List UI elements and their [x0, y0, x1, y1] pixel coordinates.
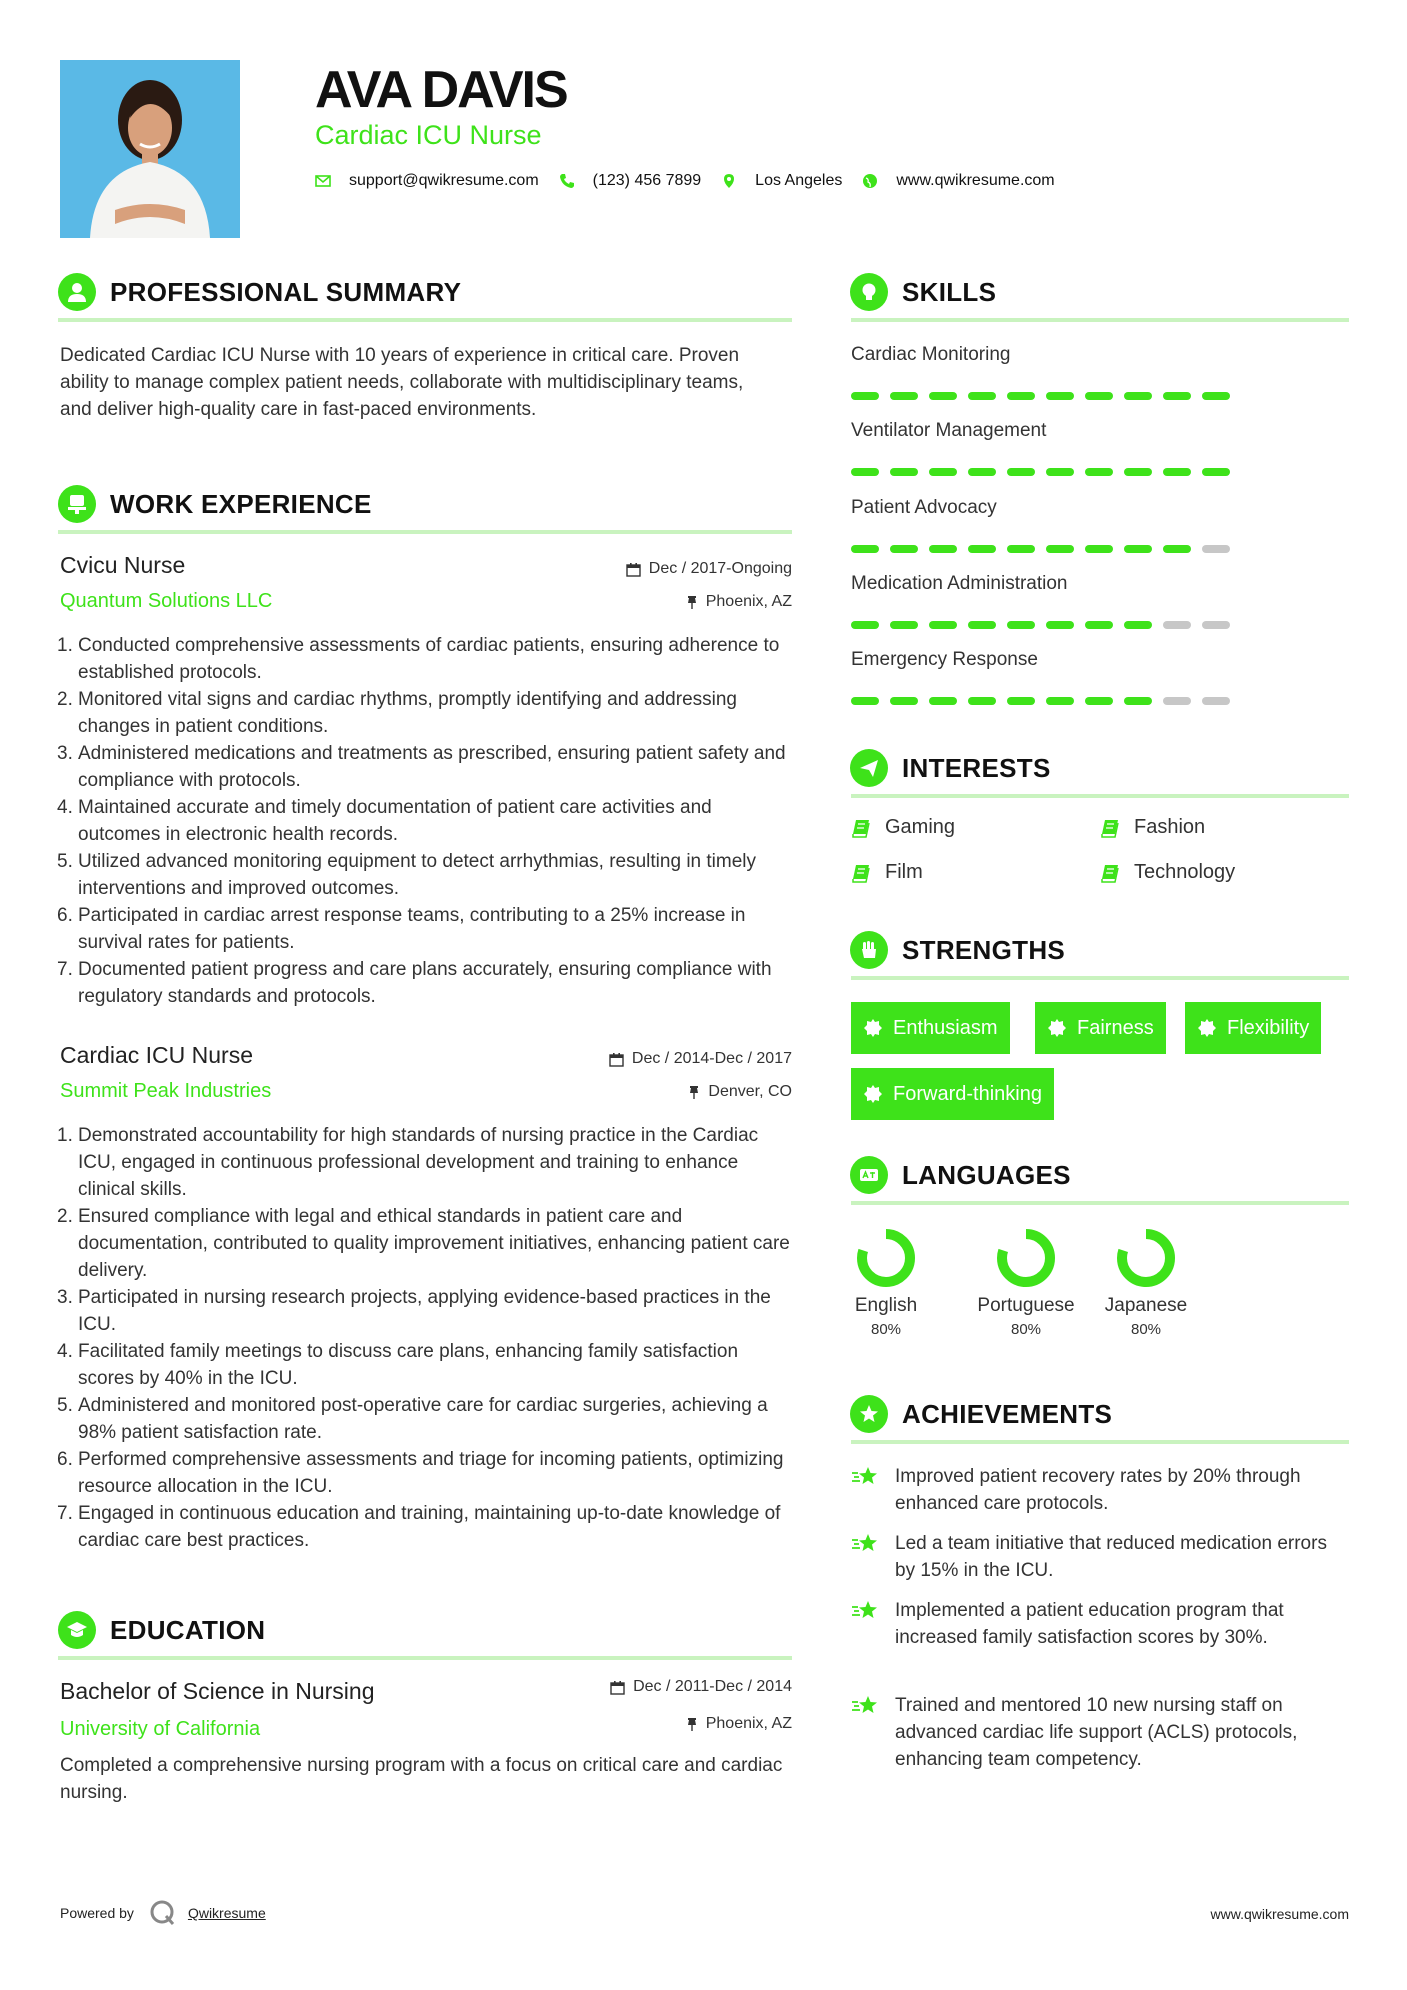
job-company: Quantum Solutions LLC: [60, 590, 273, 612]
job-title: Cardiac ICU Nurse: [60, 1042, 253, 1068]
education-divider: [58, 1656, 792, 1660]
job-date-text: Dec / 2017-Ongoing: [648, 560, 792, 577]
list-item: 2. Monitored vital signs and cardiac rhythms, promptly identifying and addressing changes in patient conditions.: [57, 689, 737, 737]
skill-dot: [1085, 697, 1113, 705]
language-name: English: [854, 1295, 918, 1316]
calendar-icon: [610, 1680, 625, 1695]
calendar-icon: [609, 1052, 624, 1067]
language-ring: [854, 1226, 918, 1290]
phone-icon: [559, 173, 575, 189]
language-ring: [1114, 1226, 1178, 1290]
calendar-icon: [626, 562, 641, 577]
school-name: University of California: [60, 1718, 261, 1740]
qwikresume-logo-icon: [148, 1898, 178, 1928]
language-name: Japanese: [1104, 1295, 1188, 1316]
interest-item: Technology: [1100, 861, 1235, 884]
badge-icon: [863, 1018, 883, 1038]
interests-divider: [851, 794, 1349, 798]
skill-dot: [968, 545, 996, 553]
work-divider: [58, 530, 792, 534]
book-icon: [1100, 818, 1120, 838]
job-location-text: Denver, CO: [708, 1083, 792, 1100]
star-icon: [851, 1694, 881, 1718]
job-location-text: Phoenix, AZ: [705, 593, 792, 610]
skill-dot: [1163, 468, 1191, 476]
skills-divider: [851, 318, 1349, 322]
skill-dot: [890, 621, 918, 629]
skill-dot: [1202, 545, 1230, 553]
pin-icon: [686, 1717, 698, 1732]
list-item: 1. Demonstrated accountability for high standards of nursing practice in the Cardiac ICU, engaged in continuous professional development and training to enhance clinical skills.: [57, 1125, 759, 1200]
skill-dot: [1163, 697, 1191, 705]
skill-dot: [1124, 621, 1152, 629]
list-item: 6. Performed comprehensive assessments and triage for incoming patients, optimizing resource allocation in the ICU.: [57, 1449, 784, 1497]
list-item: 5. Administered and monitored post-operative care for cardiac surgeries, achieving a 98% patient satisfaction rate.: [57, 1395, 768, 1443]
contact-location: Los Angeles: [755, 172, 843, 189]
job-date: [626, 560, 792, 578]
skill-dot: [1124, 392, 1152, 400]
education-section-header: [58, 1610, 265, 1650]
powered-by-label: Powered by: [60, 1905, 134, 1921]
briefcase-icon: [58, 485, 96, 523]
job-date-text: Dec / 2014-Dec / 2017: [631, 1050, 792, 1067]
strength-tag: Forward-thinking: [851, 1068, 1054, 1120]
skill-dot: [1007, 545, 1035, 553]
interests-title: INTERESTS: [902, 752, 1051, 783]
star-badge-icon: [850, 1395, 888, 1433]
book-icon: [851, 863, 871, 883]
strengths-title: STRENGTHS: [902, 934, 1066, 965]
skill-label: Emergency Response: [851, 649, 1038, 670]
skill-dot: [1046, 468, 1074, 476]
skill-dot: [1202, 621, 1230, 629]
skill-dot: [968, 392, 996, 400]
skill-dot: [890, 392, 918, 400]
footer-website[interactable]: www.qwikresume.com: [1210, 1906, 1349, 1922]
skill-label: Patient Advocacy: [851, 497, 997, 518]
book-icon: [1100, 863, 1120, 883]
summary-title: PROFESSIONAL SUMMARY: [110, 276, 462, 307]
languages-divider: [851, 1201, 1349, 1205]
work-title: WORK EXPERIENCE: [110, 488, 372, 519]
skill-dot: [1163, 621, 1191, 629]
language-item: [966, 1226, 1086, 1338]
contact-email[interactable]: support@qwikresume.com: [349, 172, 539, 189]
education-date-text: Dec / 2011-Dec / 2014: [633, 1678, 792, 1695]
skill-dot: [1046, 545, 1074, 553]
skill-dot: [851, 392, 879, 400]
skill-dot: [1007, 392, 1035, 400]
language-item: [846, 1226, 926, 1338]
skill-dot: [851, 468, 879, 476]
globe-icon: [862, 173, 878, 189]
work-section-header: [58, 484, 372, 524]
summary-section-header: [58, 272, 461, 312]
degree-title: Bachelor of Science in Nursing: [60, 1678, 375, 1704]
job-date: [609, 1050, 792, 1068]
skill-dot: [929, 697, 957, 705]
skill-label: Ventilator Management: [851, 420, 1047, 441]
skill-dot: [1124, 468, 1152, 476]
skill-dot: [1007, 468, 1035, 476]
language-item: [1096, 1226, 1196, 1338]
contact-phone[interactable]: (123) 456 7899: [592, 172, 702, 189]
skill-bar: [851, 545, 1241, 553]
skill-label: Cardiac Monitoring: [851, 344, 1011, 365]
skill-dot: [929, 621, 957, 629]
candidate-role: Cardiac ICU Nurse: [315, 120, 542, 150]
list-item: 7. Documented patient progress and care plans accurately, ensuring compliance with regulatory standards and protocols.: [57, 959, 772, 1007]
achievement-item: Trained and mentored 10 new nursing staff on advanced cardiac life support (ACLS) protocols, enhancing team competency.: [851, 1692, 1349, 1773]
skill-dot: [1124, 697, 1152, 705]
badge-icon: [863, 1084, 883, 1104]
job-bullets: [57, 1122, 795, 1554]
achievement-item: Led a team initiative that reduced medication errors by 15% in the ICU.: [851, 1530, 1349, 1584]
user-icon: [58, 273, 96, 311]
skill-dot: [1202, 697, 1230, 705]
achievements-divider: [851, 1440, 1349, 1444]
skill-bar: [851, 392, 1241, 400]
badge-icon: [1047, 1018, 1067, 1038]
strength-tag: Enthusiasm: [851, 1002, 1010, 1054]
skill-dot: [929, 468, 957, 476]
strengths-divider: [851, 976, 1349, 980]
language-ring: [994, 1226, 1058, 1290]
brand-link[interactable]: Qwikresume: [187, 1905, 266, 1921]
strength-tag: Fairness: [1035, 1002, 1166, 1054]
achievement-item: Improved patient recovery rates by 20% through enhanced care protocols.: [851, 1463, 1349, 1517]
education-title: EDUCATION: [110, 1614, 266, 1645]
achievements-section-header: [850, 1394, 1112, 1434]
strength-tag: Flexibility: [1185, 1002, 1321, 1054]
achievement-item: Implemented a patient education program that increased family satisfaction scores by 30%.: [851, 1597, 1349, 1651]
skill-dot: [851, 697, 879, 705]
list-item: 5. Utilized advanced monitoring equipment to detect arrhythmias, resulting in timely interventions and improved outcomes.: [57, 851, 756, 899]
skill-dot: [1202, 392, 1230, 400]
languages-title: LANGUAGES: [902, 1159, 1071, 1190]
list-item: 6. Participated in cardiac arrest response teams, contributing to a 25% increase in survival rates for patients.: [57, 905, 746, 953]
badge-icon: [1197, 1018, 1217, 1038]
achievements-title: ACHIEVEMENTS: [902, 1398, 1113, 1429]
skills-title: SKILLS: [902, 276, 997, 307]
lightbulb-icon: [850, 273, 888, 311]
pin-icon: [686, 595, 698, 610]
list-item: 3. Administered medications and treatments as prescribed, ensuring patient safety and compliance with protocols.: [57, 743, 786, 791]
contact-row: [315, 172, 1075, 190]
skill-dot: [890, 545, 918, 553]
job-location: [688, 1083, 792, 1101]
skill-dot: [1046, 621, 1074, 629]
skill-dot: [1007, 697, 1035, 705]
language-percent: 80%: [870, 1321, 902, 1338]
skill-dot: [890, 697, 918, 705]
skill-dot: [968, 621, 996, 629]
job-location: [686, 593, 792, 611]
contact-website[interactable]: www.qwikresume.com: [896, 172, 1055, 189]
skill-dot: [851, 545, 879, 553]
languages-section-header: [850, 1155, 1071, 1195]
candidate-name: AVA DAVIS: [315, 61, 567, 119]
language-icon: [850, 1156, 888, 1194]
education-location: [686, 1715, 792, 1733]
list-item: 1. Conducted comprehensive assessments of cardiac patients, ensuring adherence to established protocols.: [57, 635, 780, 683]
skills-section-header: [850, 272, 996, 312]
skill-dot: [1163, 545, 1191, 553]
skill-dot: [1085, 392, 1113, 400]
skill-dot: [968, 697, 996, 705]
skill-label: Medication Administration: [851, 573, 1068, 594]
strengths-section-header: [850, 930, 1065, 970]
summary-divider: [58, 318, 792, 322]
language-name: Portuguese: [977, 1295, 1075, 1316]
star-icon: [851, 1599, 881, 1623]
pin-icon: [688, 1085, 700, 1100]
skill-dot: [1163, 392, 1191, 400]
education-date: [610, 1678, 792, 1696]
paper-plane-icon: [850, 749, 888, 787]
email-icon: [315, 173, 331, 189]
footer-powered-by: [60, 1898, 266, 1928]
list-item: 4. Facilitated family meetings to discuss care plans, enhancing family satisfaction scores by 40% in the ICU.: [57, 1341, 739, 1389]
education-text: Completed a comprehensive nursing program with a focus on critical care and cardiac nursing.: [60, 1755, 783, 1803]
skill-dot: [1046, 392, 1074, 400]
fist-icon: [850, 931, 888, 969]
language-percent: 80%: [1010, 1321, 1042, 1338]
education-location-text: Phoenix, AZ: [705, 1715, 792, 1732]
list-item: 4. Maintained accurate and timely documentation of patient care activities and outcomes in electronic health records.: [57, 797, 712, 845]
skill-dot: [1007, 621, 1035, 629]
skill-dot: [1124, 545, 1152, 553]
interest-item: Film: [851, 861, 923, 884]
star-icon: [851, 1465, 881, 1489]
skill-dot: [968, 468, 996, 476]
job-company: Summit Peak Industries: [60, 1080, 272, 1102]
list-item: 7. Engaged in continuous education and training, maintaining up-to-date knowledge of cardiac care best practices.: [57, 1503, 781, 1551]
skill-dot: [929, 545, 957, 553]
skill-dot: [1046, 697, 1074, 705]
list-item: 2. Ensured compliance with legal and ethical standards in patient care and documentation, contributed to quality improvement initiatives, enhancing patient care delivery.: [57, 1206, 790, 1281]
star-icon: [851, 1532, 881, 1556]
location-pin-icon: [721, 173, 737, 189]
language-percent: 80%: [1130, 1321, 1162, 1338]
skill-bar: [851, 468, 1241, 476]
skill-dot: [1085, 545, 1113, 553]
job-title: Cvicu Nurse: [60, 552, 186, 578]
skill-bar: [851, 621, 1241, 629]
graduation-icon: [58, 1611, 96, 1649]
skill-dot: [1085, 621, 1113, 629]
book-icon: [851, 818, 871, 838]
skill-bar: [851, 697, 1241, 705]
skill-dot: [929, 392, 957, 400]
interest-item: Gaming: [851, 816, 955, 839]
skill-dot: [1202, 468, 1230, 476]
interest-item: Fashion: [1100, 816, 1205, 839]
list-item: 3. Participated in nursing research projects, applying evidence-based practices in the ICU.: [57, 1287, 771, 1335]
skill-dot: [1085, 468, 1113, 476]
profile-photo: [60, 60, 240, 238]
skill-dot: [890, 468, 918, 476]
job-bullets: [57, 632, 790, 1010]
summary-text: Dedicated Cardiac ICU Nurse with 10 years of experience in critical care. Proven ability to manage complex patient needs, collaborate with multidisciplinary teams, and deliver high-quality care in fast-paced environments.: [60, 345, 744, 420]
skill-dot: [851, 621, 879, 629]
interests-section-header: [850, 748, 1051, 788]
